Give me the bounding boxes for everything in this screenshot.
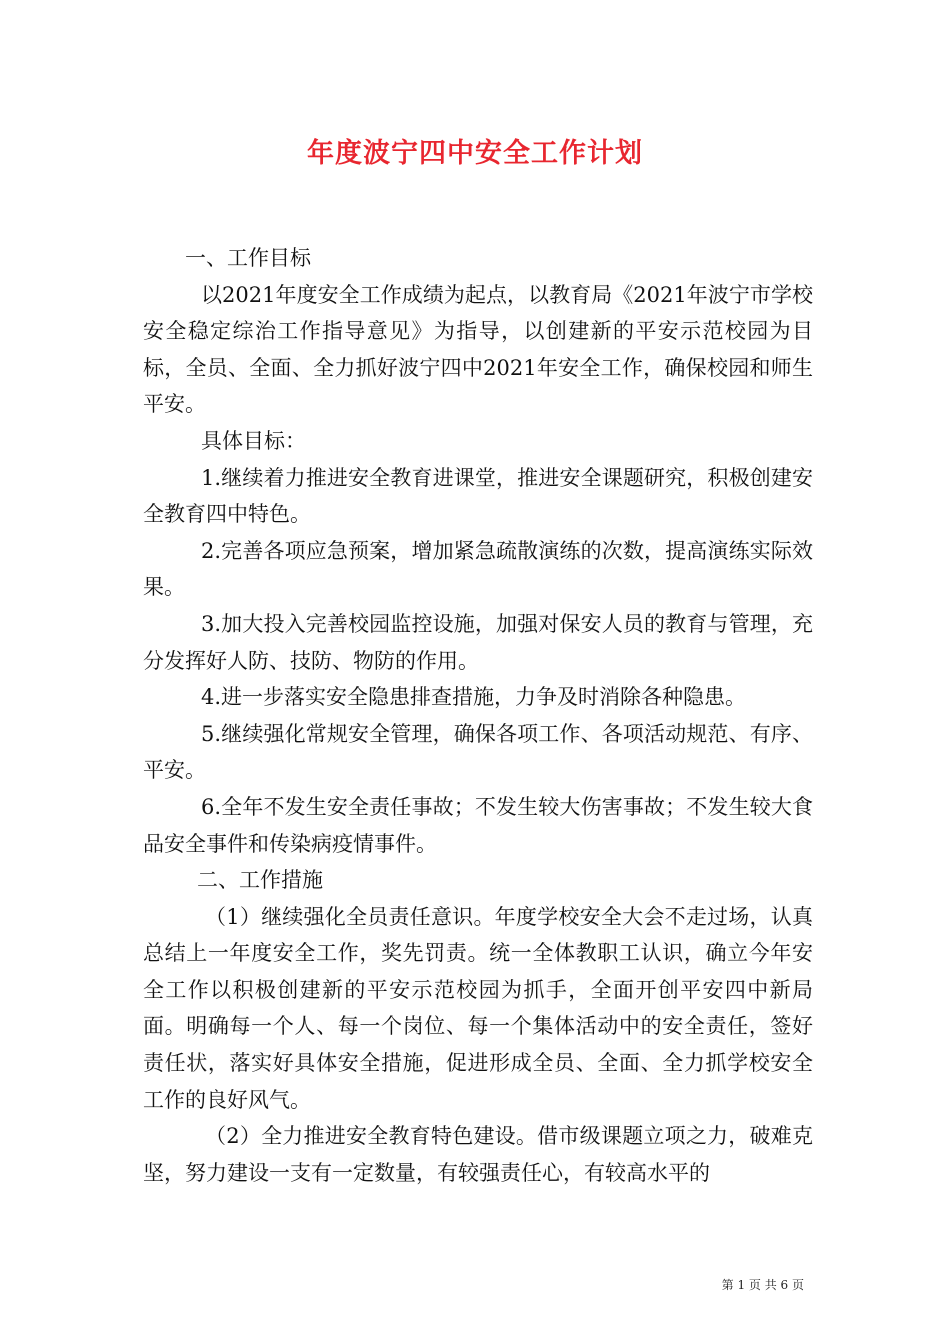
goal-item: 6.全年不发生安全责任事故；不发生较大伤害事故；不发生较大食品安全事件和传染病疫情事件。	[143, 794, 813, 856]
goal-item: 3.加大投入完善校园监控设施，加强对保安人员的教育与管理，充分发挥好人防、技防、物防的作用。	[143, 611, 813, 673]
measure-item: （2）全力推进安全教育特色建设。借市级课题立项之力，破难克坚，努力建设一支有一定数量，有较强责任心，有较高水平的	[143, 1124, 813, 1185]
section-heading-goals: 一、工作目标	[185, 246, 311, 270]
goal-item: 2.完善各项应急预案，增加紧急疏散演练的次数，提高演练实际效果。	[143, 538, 813, 600]
specific-goals-label: 具体目标：	[201, 428, 306, 453]
document-body	[143, 240, 813, 1191]
page-number: 第 1 页 共 6 页	[721, 1278, 804, 1292]
goal-item: 5.继续强化常规安全管理，确保各项工作、各项活动规范、有序、平安。	[143, 721, 813, 783]
goal-item: 1.继续着力推进安全教育进课堂，推进安全课题研究，积极创建安全教育四中特色。	[143, 465, 813, 527]
goal-item: 4.进一步落实安全隐患排查措施，力争及时消除各种隐患。	[201, 685, 747, 710]
page-title: 年度波宁四中安全工作计划	[307, 138, 643, 169]
measure-item: （1）继续强化全员责任意识。年度学校安全大会不走过场，认真总结上一年度安全工作，奖先罚责。统一全体教职工认识，确立今年安全工作以积极创建新的平安示范校园为抓手，全面开创平安四中新局面。明确每一个人、每一个岗位、每一个集体活动中的安全责任，签好责任状，落实好具体安全措施，促进形成全员、全面、全力抓学校安全工作的良好风气。	[143, 904, 813, 1112]
section-heading-measures: 二、工作措施	[197, 868, 323, 893]
paragraph-intro: 以2021年度安全工作成绩为起点，以教育局《2021年波宁市学校安全稳定综治工作指导意见》为指导，以创建新的平安示范校园为目标，全员、全面、全力抓好波宁四中2021年安全工作，确保校园和师生平安。	[143, 282, 813, 417]
